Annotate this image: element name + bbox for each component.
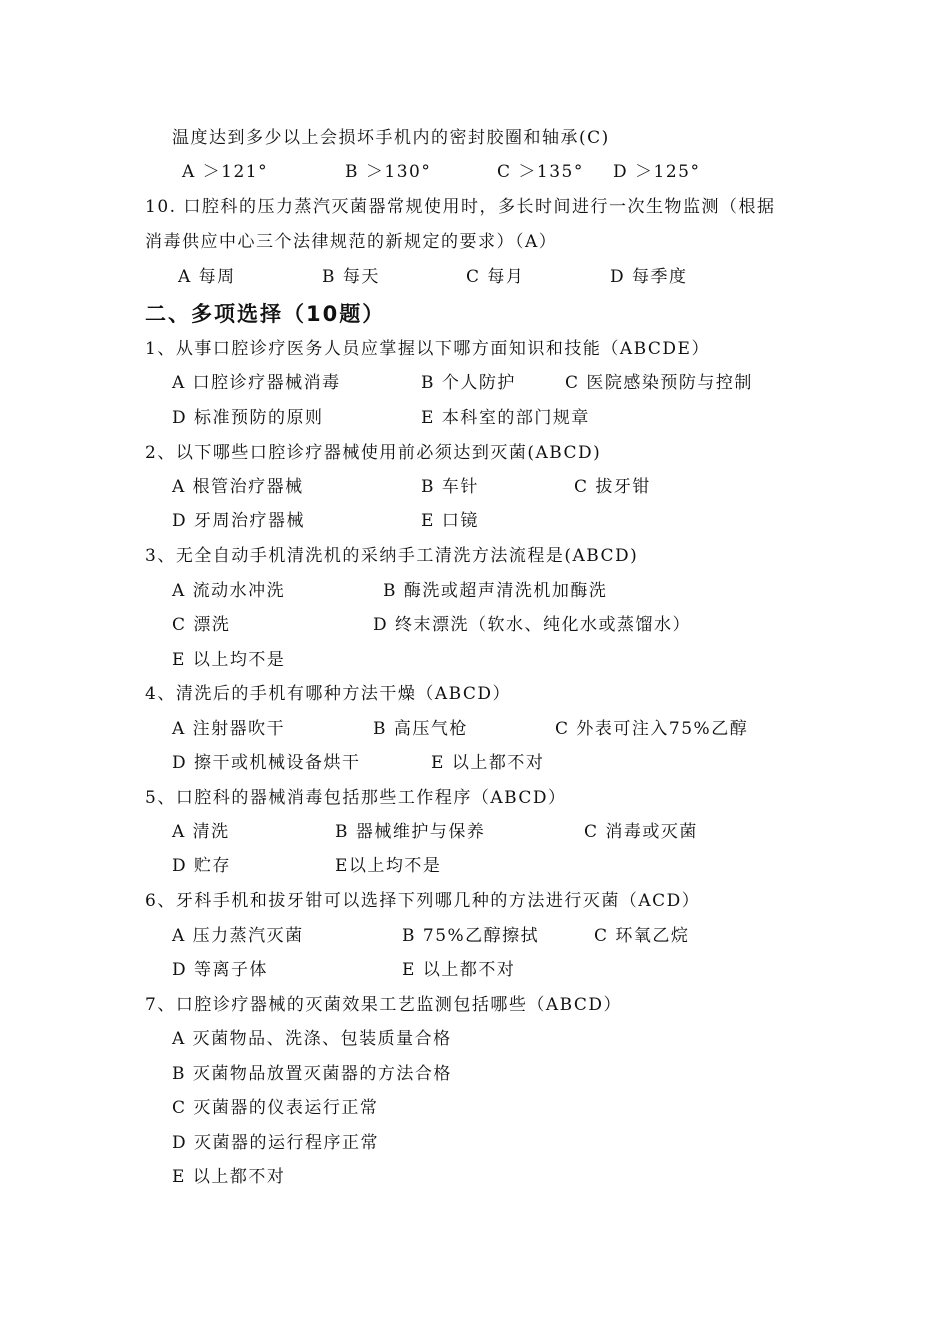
option-a: A 注射器吹干 <box>172 719 286 739</box>
option-d: D 牙周治疗器械 <box>172 511 306 531</box>
option-b: B 车针 <box>421 477 479 497</box>
option-b: B 器械维护与保养 <box>335 822 486 842</box>
mq7-option-d: D 灭菌器的运行程序正常 <box>172 1133 380 1153</box>
mq7-option-e: E 以上都不对 <box>172 1167 286 1187</box>
option-d: D 等离子体 <box>172 960 269 980</box>
mq3-text: 3、无全自动手机清洗机的采纳手工清洗方法流程是(ABCD) <box>145 546 639 566</box>
option-a: A 流动水冲洗 <box>172 581 286 601</box>
option-b: B ＞130° <box>345 162 432 182</box>
question-10-line1: 10. 口腔科的压力蒸汽灭菌器常规使用时，多长时间进行一次生物监测（根据 <box>145 197 776 217</box>
option-c: C ＞135° <box>497 162 584 182</box>
question-10-line2: 消毒供应中心三个法律规范的新规定的要求）（A） <box>145 232 558 252</box>
option-d: D ＞125° <box>613 162 701 182</box>
option-d: D 每季度 <box>610 267 688 287</box>
option-a: A 每周 <box>178 267 236 287</box>
option-e: E 以上都不对 <box>402 960 516 980</box>
option-a: A 清洗 <box>172 822 230 842</box>
option-a: A 压力蒸汽灭菌 <box>172 926 304 946</box>
mq7-option-a: A 灭菌物品、洗涤、包装质量合格 <box>172 1029 452 1049</box>
option-c: C 漂洗 <box>172 615 231 635</box>
option-a: A 根管治疗器械 <box>172 477 304 497</box>
option-b: B 每天 <box>322 267 380 287</box>
option-e: E以上均不是 <box>335 856 442 876</box>
mq4-text: 4、清洗后的手机有哪种方法干燥（ABCD） <box>145 684 512 704</box>
option-a: A ＞121° <box>182 162 269 182</box>
option-e: E 以上均不是 <box>172 650 286 670</box>
question-9-text: 温度达到多少以上会损坏手机内的密封胶圈和轴承(C) <box>172 128 610 148</box>
option-d: D 终末漂洗（软水、纯化水或蒸馏水） <box>373 615 692 635</box>
mq7-option-b: B 灭菌物品放置灭菌器的方法合格 <box>172 1064 452 1084</box>
option-c: C 医院感染预防与控制 <box>565 373 753 393</box>
option-b: B 个人防护 <box>421 373 516 393</box>
mq5-text: 5、口腔科的器械消毒包括那些工作程序（ABCD） <box>145 788 567 808</box>
option-a: A 口腔诊疗器械消毒 <box>172 373 341 393</box>
option-b: B 高压气枪 <box>373 719 468 739</box>
section-heading: 二、多项选择（10题） <box>145 302 386 326</box>
option-b: B 酶洗或超声清洗机加酶洗 <box>383 581 608 601</box>
option-c: C 每月 <box>466 267 525 287</box>
option-c: C 消毒或灭菌 <box>584 822 698 842</box>
option-c: C 拔牙钳 <box>574 477 651 497</box>
option-e: E 以上都不对 <box>431 753 545 773</box>
mq7-text: 7、口腔诊疗器械的灭菌效果工艺监测包括哪些（ABCD） <box>145 995 623 1015</box>
option-d: D 擦干或机械设备烘干 <box>172 753 361 773</box>
option-b: B 75%乙醇擦拭 <box>402 926 540 946</box>
mq7-option-c: C 灭菌器的仪表运行正常 <box>172 1098 379 1118</box>
option-d: D 贮存 <box>172 856 232 876</box>
option-e: E 口镜 <box>421 511 479 531</box>
option-c: C 外表可注入75%乙醇 <box>555 719 749 739</box>
mq6-text: 6、牙科手机和拔牙钳可以选择下列哪几种的方法进行灭菌（ACD） <box>145 891 701 911</box>
option-c: C 环氧乙烷 <box>594 926 690 946</box>
option-d: D 标准预防的原则 <box>172 408 324 428</box>
mq1-text: 1、从事口腔诊疗医务人员应掌握以下哪方面知识和技能（ABCDE） <box>145 339 710 359</box>
mq2-text: 2、以下哪些口腔诊疗器械使用前必须达到灭菌(ABCD) <box>145 443 602 463</box>
option-e: E 本科室的部门规章 <box>421 408 590 428</box>
